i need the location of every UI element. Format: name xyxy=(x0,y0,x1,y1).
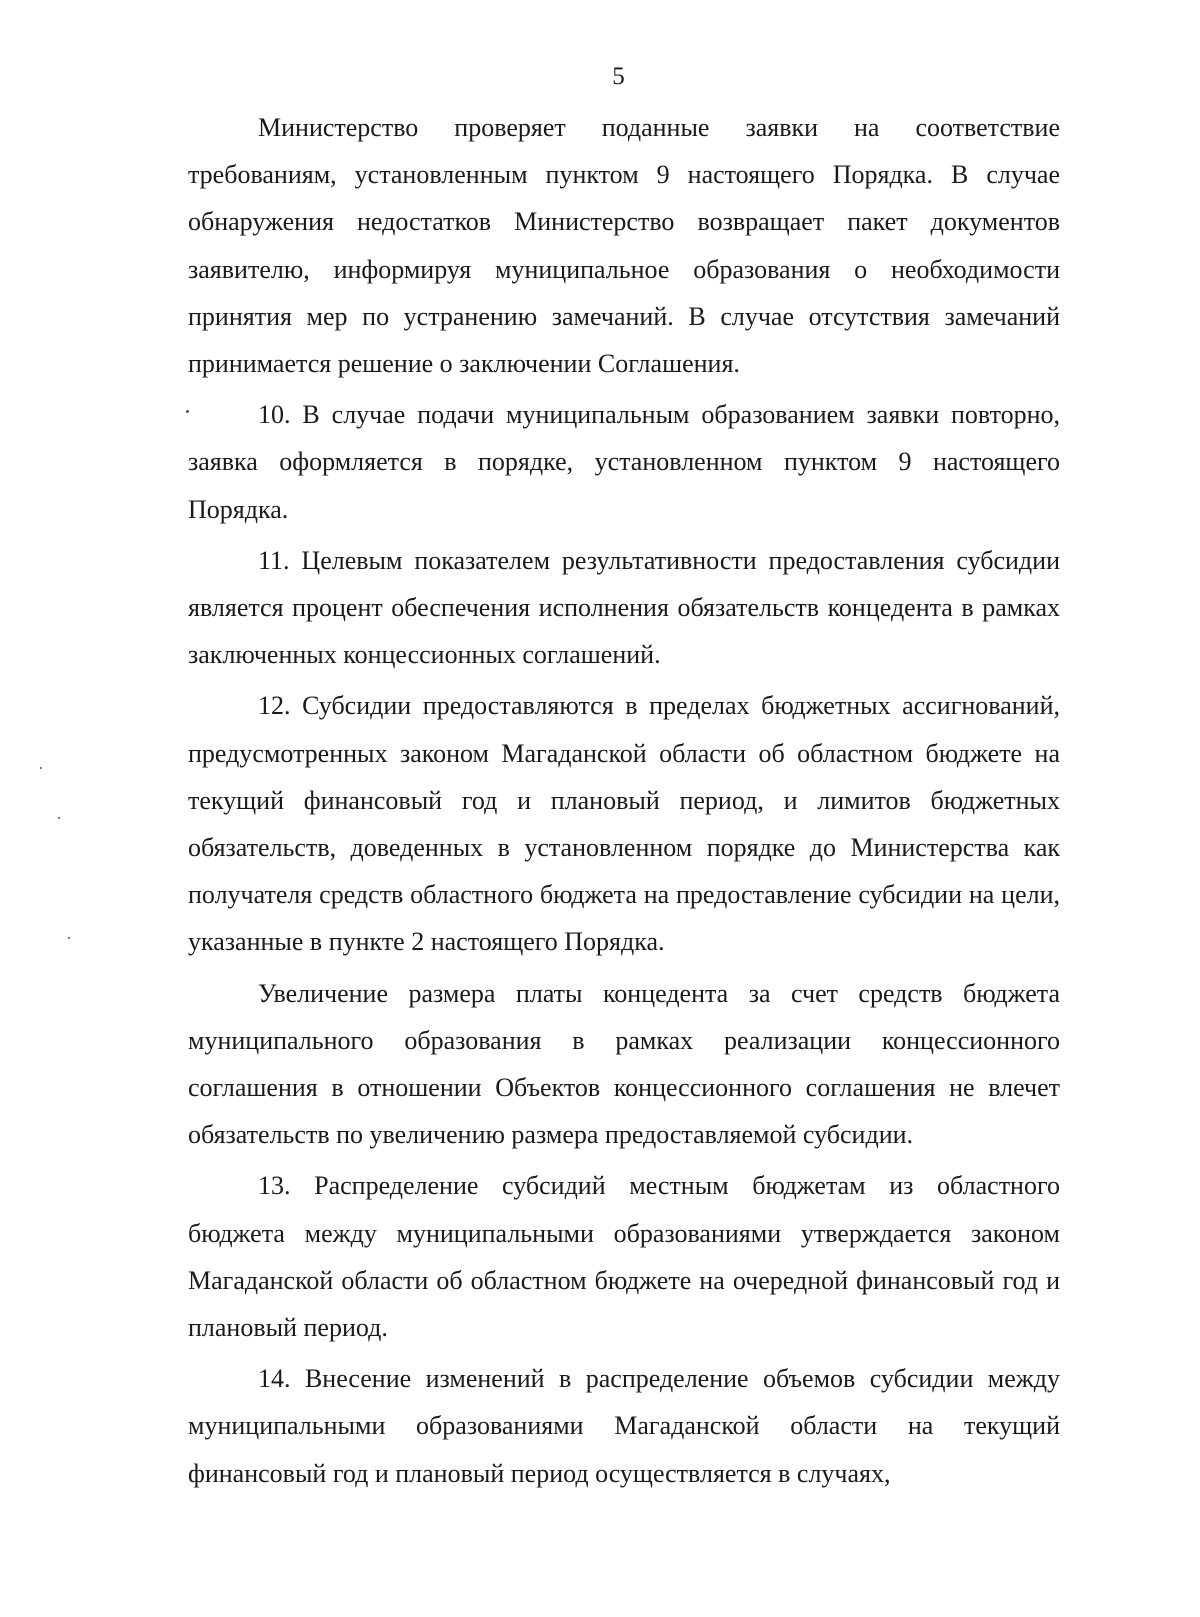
paragraph-12: 12. Субсидии предоставляются в пределах бюджетных ассигнований, предусмотренных законом Магаданской области об областном бюджете на текущий финансовый год и плановый период, и лимитов бюджетных обязательств, доведенных в установленном порядке до Министерства как получателя средств областного бюджета на предоставление субсидии на цели, указанные в пункте 2 настоящего Порядка. xyxy=(188,691,1060,957)
page-number: 5 xyxy=(612,63,625,90)
paragraph-13: 13. Распределение субсидий местным бюджетам из областного бюджета между муниципальными образованиями утверждается законом Магаданской области об областном бюджете на очередной финансовый год и плановый период. xyxy=(188,1171,1060,1343)
paragraph-review-applications: Министерство проверяет поданные заявки на соответствие требованиям, установленным пунктом 9 настоящего Порядка. В случае обнаружения недостатков Министерство возвращает пакет документов заявителю, информируя муниципальное образования о необходимости принятия мер по устранению замечаний. В случае отсутствия замечаний принимается решение о заключении Соглашения. xyxy=(188,113,1060,379)
scan-speck xyxy=(40,767,42,769)
paragraph-10: 10. В случае подачи муниципальным образованием заявки повторно, заявка оформляется в порядке, установленном пунктом 9 настоящего Порядка. xyxy=(188,400,1060,524)
paragraph-14: 14. Внесение изменений в распределение объемов субсидии между муниципальными образованиями Магаданской области на текущий финансовый год и плановый период осуществляется в случаях, xyxy=(188,1364,1060,1488)
paragraph-payment-increase: Увеличение размера платы концедента за счет средств бюджета муниципального образования в рамках реализации концессионного соглашения в отношении Объектов концессионного соглашения не влечет обязательств по увеличению размера предоставляемой субсидии. xyxy=(188,978,1060,1150)
scan-speck xyxy=(186,410,189,413)
scan-speck xyxy=(68,937,70,939)
paragraph-11: 11. Целевым показателем результативности предоставления субсидии является процент обеспечения исполнения обязательств концедента в рамках заключенных концессионных соглашений. xyxy=(188,545,1060,670)
document-body xyxy=(188,104,1060,1501)
scan-speck xyxy=(58,817,60,819)
